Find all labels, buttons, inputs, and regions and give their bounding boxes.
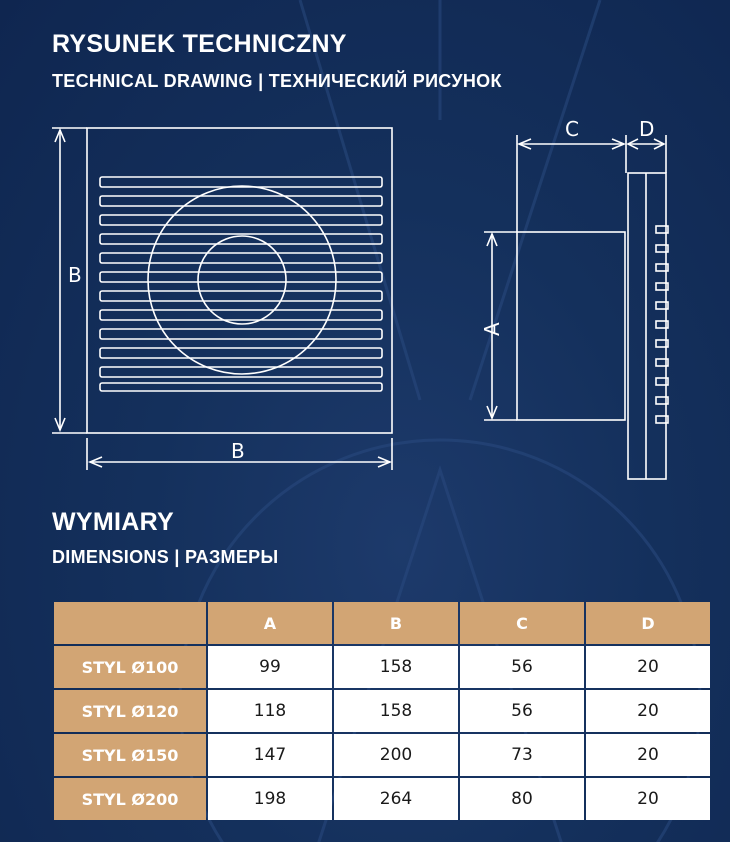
cell-b: 264 xyxy=(334,778,458,820)
side-height-label: A xyxy=(480,322,504,336)
table-row xyxy=(54,646,710,688)
side-depth-label: C xyxy=(565,117,579,141)
cell-d: 20 xyxy=(586,690,710,732)
row-model: STYL Ø120 xyxy=(54,690,206,732)
drawing-title: RYSUNEK TECHNICZNY xyxy=(52,30,347,58)
front-grille xyxy=(100,177,382,391)
cell-a: 147 xyxy=(208,734,332,776)
table-header-b: B xyxy=(334,602,458,644)
cell-c: 56 xyxy=(460,690,584,732)
row-model: STYL Ø200 xyxy=(54,778,206,820)
table-header-row xyxy=(54,602,710,644)
cell-c: 73 xyxy=(460,734,584,776)
table-header-a: A xyxy=(208,602,332,644)
dimensions-title: WYMIARY xyxy=(52,508,174,536)
cell-b: 158 xyxy=(334,690,458,732)
cell-b: 200 xyxy=(334,734,458,776)
cell-a: 118 xyxy=(208,690,332,732)
cell-c: 56 xyxy=(460,646,584,688)
table-row xyxy=(54,778,710,820)
front-frame xyxy=(87,128,392,433)
row-model: STYL Ø150 xyxy=(54,734,206,776)
cell-c: 80 xyxy=(460,778,584,820)
cell-d: 20 xyxy=(586,646,710,688)
cell-a: 99 xyxy=(208,646,332,688)
dimensions-table xyxy=(52,600,712,822)
cell-a: 198 xyxy=(208,778,332,820)
cell-d: 20 xyxy=(586,778,710,820)
row-model: STYL Ø100 xyxy=(54,646,206,688)
cell-b: 158 xyxy=(334,646,458,688)
cell-d: 20 xyxy=(586,734,710,776)
drawing-subtitle: TECHNICAL DRAWING | ТЕХНИЧЕСКИЙ РИСУНОК xyxy=(52,71,502,91)
front-height-label: B xyxy=(68,263,82,287)
dimensions-subtitle: DIMENSIONS | РАЗМЕРЫ xyxy=(52,547,279,567)
side-body xyxy=(517,232,625,420)
table-header-c: C xyxy=(460,602,584,644)
table-row xyxy=(54,734,710,776)
front-width-label: B xyxy=(231,439,245,463)
side-flange-label: D xyxy=(639,117,655,141)
table-header-empty xyxy=(54,602,206,644)
table-header-d: D xyxy=(586,602,710,644)
side-flange xyxy=(628,173,666,479)
table-row xyxy=(54,690,710,732)
